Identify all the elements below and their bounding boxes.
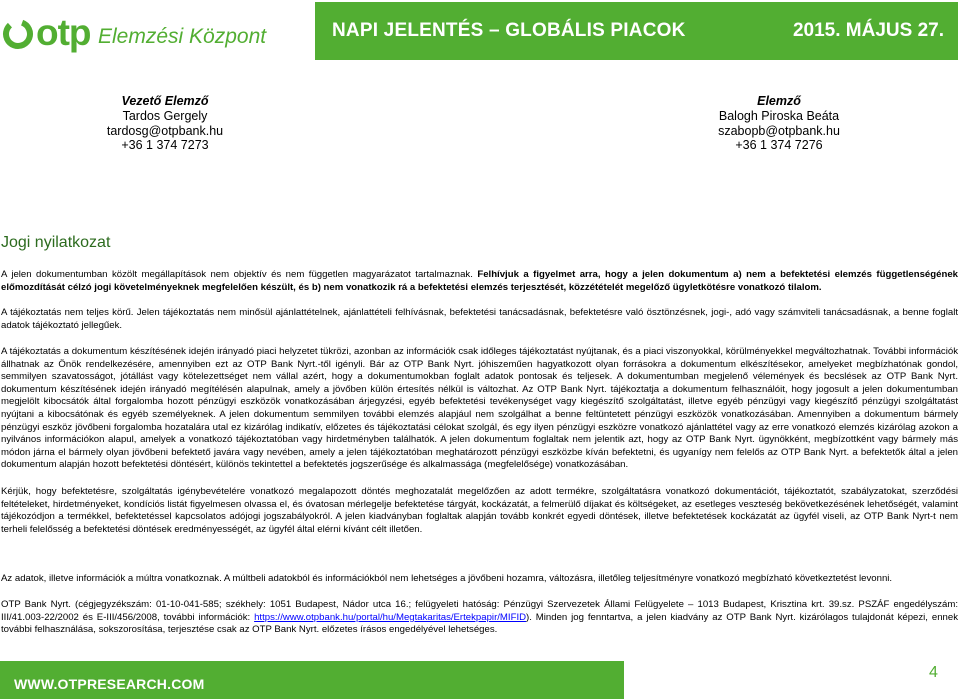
disclaimer-paragraph-2: A tájékoztatás nem teljes körű. Jelen tájékoztatás nem minősül ajánlattételnek, ajánlattételi felhívásnak, befektetési tanácsadásnak, befektetésre való ösztönzésnek, jogi-, adó vagy számviteli tanácsadásnak, a benne foglalt adatok tájékoztató jellegűek. xyxy=(1,307,958,331)
disclaimer-p1-normal: A jelen dokumentumban közölt megállapítások nem objektív és nem független magyarázatot tartalmaznak. xyxy=(1,269,478,280)
page-number: 4 xyxy=(929,664,938,681)
disclaimer-p6-text-end: ). Minden jog fenntartva, a jelen kiadvány az OTP Bank Nyrt. kizárólagos tulajdonát képezi, ennek további felhasználása, sokszorosítása, terjesztése csak az OTP Bank Nyrt. előzetes írásos engedélyével lehetséges. xyxy=(1,611,958,636)
contact-role: Elemző xyxy=(757,94,801,108)
disclaimer-p1-bold: Felhívjuk a figyelmet arra, hogy a jelen dokumentum a) nem a befektetési elemzés függetlenségének előmozdítását célzó jogi követelményeknek megfelelően készült, és b) nem vonatkozik rá a befektetési elemzés terjesztését, közzétételét megelőző ügyletkötésre vonatkozó tilalom. xyxy=(1,269,958,293)
disclaimer-paragraph-4: Kérjük, hogy befektetésre, szolgáltatás igénybevételére vonatkozó megalapozott döntés meghozatalát megelőzően az adott termékre, szolgáltatásra vonatkozó dokumentációt, tájékoztatót, szabályzatokat, szerződési feltételeket, hirdetményeket, kondíciós listát figyelmesen olvassa el, és óvatosan mérlegelje befektetése tárgyát, kockázatát, a felmerülő díjakat és költségeket, az esetleges veszteség bekövetkezésének lehetőségét, valamint tájékozódjon a termékkel, befektetéssel kapcsolatos adójogi jogszabályokról. A jelen kiadványban foglaltak alapján tovább konkrét egyedi döntések, illetve befektetések kockázatát az ügyfél viseli, az OTP Bank Nyrt-t nem terheli felelősség a befektetési döntések eredményességét, az ügyfél által elérni kívánt célt illetően. xyxy=(1,486,958,535)
otp-logo xyxy=(2,12,302,56)
logo-subtitle: Elemzési Központ xyxy=(98,25,267,48)
contact-role: Vezető Elemző xyxy=(121,94,209,108)
contact-name: Tardos Gergely xyxy=(122,108,208,123)
otp-ring-icon xyxy=(2,18,34,50)
contact-phone: +36 1 374 7273 xyxy=(121,138,209,153)
footer-bar xyxy=(0,661,624,699)
report-title: NAPI JELENTÉS – GLOBÁLIS PIACOK xyxy=(332,20,686,41)
contact-name: Balogh Piroska Beáta xyxy=(718,108,840,123)
disclaimer-paragraph-5: Az adatok, illetve információk a múltra vonatkoznak. A múltbeli adatokból és információkból nem lehetséges a jövőbeni hozamra, változásra, illetőleg teljesítményre vonatkozó megbízható következtetést levonni. xyxy=(1,573,893,584)
disclaimer-title: Jogi nyilatkozat xyxy=(1,234,111,251)
contact-email[interactable]: szabopb@otpbank.hu xyxy=(718,123,840,138)
analyst-contact-left xyxy=(90,94,240,153)
mifid-link[interactable]: https://www.otpbank.hu/portal/hu/Megtakaritas/Ertekpapir/MIFID xyxy=(254,611,527,623)
contact-email[interactable]: tardosg@otpbank.hu xyxy=(106,123,224,138)
header-bar xyxy=(315,2,958,60)
footer-website-link[interactable]: WWW.OTPRESEARCH.COM xyxy=(14,676,205,692)
analyst-contact-right xyxy=(704,94,854,153)
disclaimer-paragraph-1 xyxy=(1,269,958,294)
disclaimer-p6-text: OTP Bank Nyrt. (cégjegyzékszám: 01-10-041-585; székhely: 1051 Budapest, Nádor utca 16.; felügyeleti hatóság: Pénzügyi Szervezetek Állami Felügyelete – 1013 Budapest, Krisztina krt. 39.sz. PSZÁF engedélyszám: III/41.003-22/2002 és E-III/456/2008, további információk: xyxy=(1,599,958,623)
logo-text: otp xyxy=(36,12,91,53)
contact-phone: +36 1 374 7276 xyxy=(735,138,823,153)
disclaimer-paragraph-3: A tájékoztatás a dokumentum készítésének idején irányadó piaci helyzetet tükrözi, azonban az információk csak időleges tájékoztatást nyújtanak, és a piaci viszonyokkal, körülményekkel megváltozhatnak. További információk állhatnak az Önök rendelkezésére, amennyiben ezt az OTP Bank Nyrt.-től igényli. Bár az OTP Bank Nyrt. jóhiszeműen hagyatkozott olyan forrásokra a dokumentum elkészítésekor, amelyeket megbízhatónak gondol, semmilyen szavatosságot, jótállást vagy kötelezettséget nem vállal azért, hogy a dokumentumokban foglalt adatok pontosak és teljesek. A dokumentumban megjelenő vélemények és becslések az OTP Bank Nyrt. dokumentum készítésének idején irányadó megítélésén alapulnak, amely a jövőben külön értesítés nélkül is változhat. Az OTP Bank Nyrt. tájékoztatja a dokumentum felhasználóit, hogy jogosult a jelen dokumentumban megjelölt kibocsátók által forgalomba hozott pénzügyi eszközök vonatkozásában árjegyzési, egyéb befektetési tevékenységet vagy kiegészítő szolgáltatást, illetve egyéb pénzügyi vagy kiegészítő pénzügyi szolgáltatást nyújtani a kibocsátónak és egyéb személyeknek. A jelen dokumentum semmilyen további elemzés alapjául nem szolgálhat a benne feltüntetett pénzügyi eszközök vonatkozásában. Amennyiben a dokumentum bármely pénzügyi eszköz jövőbeni forgalomba hozatalára utal ez kizárólag indikatív, előzetes és tájékoztatási célokat szolgál, és egy ilyen pénzügyi eszközre vonatkozó ajánlattétel vagy az erre vonatkozó elemzés kizárólag azokon a nyilvános információkon alapul, amelyek a vonatkozó tájékoztatóban vagy hirdetményben találhatók. A jelen dokumentum foglaltak nem jelentik azt, hogy az OTP Bank Nyrt. ügynökként, megbízottként vagy bármely más módon járna el bármely olyan jövőbeni befektető javára vagy nevében, amely a jelen tájékoztatóban meghatározott pénzügyi eszközbe kíván befektetni, és ugyanígy nem felelős az OTP Bank Nyrt. a befektetők által a jelen dokumentum alapján hozott befektetési döntésért, különös tekintettel a befektetés jogszerűsége és alkalmassága (megfelelősége) vonatkozásában. xyxy=(1,346,958,471)
report-date: 2015. MÁJUS 27. xyxy=(792,20,944,41)
disclaimer-paragraph-6 xyxy=(1,599,958,637)
